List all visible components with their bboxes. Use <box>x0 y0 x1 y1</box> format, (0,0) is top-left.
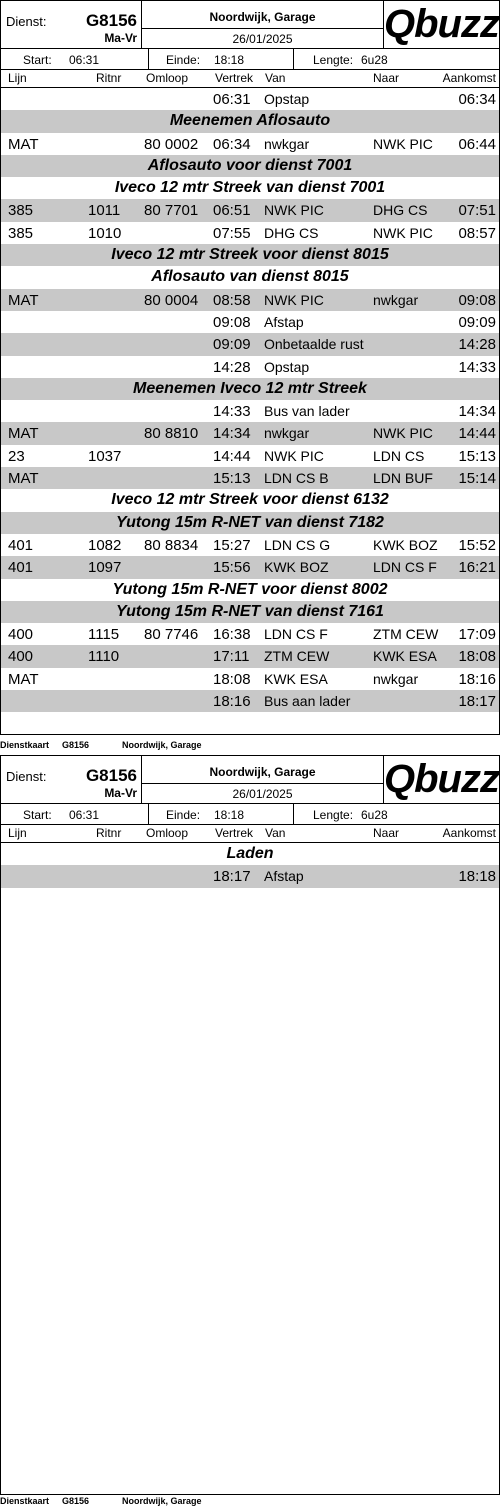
cell-aankomst: 08:57 <box>458 224 496 242</box>
cell-vertrek: 06:51 <box>213 202 251 220</box>
cell-vertrek: 06:34 <box>213 135 251 153</box>
start-label: Start: <box>23 808 52 822</box>
service-date: 26/01/2025 <box>232 32 293 46</box>
cell-aankomst: 09:09 <box>458 313 496 331</box>
cell-vertrek: 17:11 <box>213 648 250 666</box>
section-heading: Aflosauto van dienst 8015 <box>151 268 349 286</box>
section-heading: Meenemen Aflosauto <box>1 110 499 132</box>
cell-van: Afstap <box>264 313 304 330</box>
cell-van: LDN CS G <box>264 536 331 553</box>
divider <box>148 804 149 824</box>
cell-van: ZTM CEW <box>264 648 330 665</box>
card-header <box>1 1 499 49</box>
duty-card-page-1 <box>0 0 500 735</box>
cell-naar: nwkgar <box>373 670 419 687</box>
einde-label: Einde: <box>166 808 201 822</box>
lengte-label: Lengte: <box>313 53 354 67</box>
cell-lijn: MAT <box>8 470 39 488</box>
table-row <box>1 645 499 667</box>
cell-vertrek: 07:55 <box>213 224 251 242</box>
cell-lijn: MAT <box>8 670 39 688</box>
cell-lijn: MAT <box>8 135 39 153</box>
cell-vertrek: 09:09 <box>213 336 251 354</box>
table-row <box>1 690 499 712</box>
lengte-label: Lengte: <box>313 808 354 822</box>
dienst-days: Ma-Vr <box>104 786 137 800</box>
footer-location: Noordwijk, Garage <box>122 1496 202 1506</box>
einde-label: Einde: <box>166 53 201 67</box>
dienst-label: Dienst: <box>6 14 47 29</box>
table-row <box>1 865 499 887</box>
col-aankomst: Aankomst <box>442 71 496 85</box>
table-row <box>1 534 499 556</box>
cell-lijn: 400 <box>8 626 34 644</box>
cell-lijn: 385 <box>8 224 34 242</box>
table-row <box>1 222 499 244</box>
cell-omloop: 80 8810 <box>144 425 199 443</box>
cell-naar: DHG CS <box>373 202 428 219</box>
section-heading: Yutong 15m R-NET van dienst 7161 <box>1 601 499 623</box>
col-aankomst: Aankomst <box>442 826 496 840</box>
cell-aankomst: 14:44 <box>458 425 496 443</box>
section-heading: Aflosauto voor dienst 7001 <box>1 155 499 177</box>
cell-omloop: 80 0002 <box>144 135 199 153</box>
table-row <box>1 289 499 311</box>
column-header-row <box>1 825 499 843</box>
cell-vertrek: 16:38 <box>213 626 251 644</box>
cell-ritnr: 1115 <box>88 626 120 644</box>
footer-code: G8156 <box>62 1496 90 1506</box>
cell-omloop: 80 8834 <box>144 536 199 554</box>
cell-omloop: 80 7746 <box>144 626 199 644</box>
cell-naar: KWK BOZ <box>373 536 438 553</box>
dienst-days: Ma-Vr <box>104 31 137 45</box>
table-row <box>1 467 499 489</box>
section-heading: Iveco 12 mtr Streek voor dienst 6132 <box>111 491 389 509</box>
cell-ritnr: 1037 <box>88 447 122 465</box>
cell-vertrek: 14:34 <box>213 425 251 443</box>
section-heading: Yutong 15m R-NET van dienst 7182 <box>1 512 499 534</box>
cell-naar: LDN CS <box>373 447 425 464</box>
cell-van: LDN CS F <box>264 626 328 643</box>
cell-aankomst: 06:44 <box>458 135 496 153</box>
cell-van: Bus van lader <box>264 403 350 420</box>
cell-aankomst: 14:34 <box>458 403 496 421</box>
cell-aankomst: 15:14 <box>458 470 496 488</box>
col-ritnr: Ritnr <box>96 826 122 840</box>
col-lijn: Lijn <box>8 826 27 840</box>
cell-aankomst: 06:34 <box>458 91 496 108</box>
divider <box>142 783 384 784</box>
cell-vertrek: 15:27 <box>213 536 251 554</box>
table-row <box>1 668 499 690</box>
cell-van: LDN CS B <box>264 470 329 487</box>
cell-van: Onbetaalde rust <box>264 336 364 353</box>
cell-ritnr: 1082 <box>88 536 122 554</box>
col-van: Van <box>265 71 286 85</box>
cell-naar: LDN CS F <box>373 559 437 576</box>
cell-lijn: 401 <box>8 559 34 577</box>
duty-card-page-2 <box>0 755 500 1495</box>
cell-vertrek: 06:31 <box>213 91 251 108</box>
footer-location: Noordwijk, Garage <box>122 740 202 750</box>
cell-aankomst: 14:28 <box>458 336 496 354</box>
dienst-label: Dienst: <box>6 769 47 784</box>
cell-naar: ZTM CEW <box>373 626 439 643</box>
section-heading: Yutong 15m R-NET voor dienst 8002 <box>112 580 388 598</box>
cell-vertrek: 09:08 <box>213 313 251 331</box>
cell-ritnr: 1097 <box>88 559 122 577</box>
section-heading: Meenemen Iveco 12 mtr Streek <box>1 378 499 400</box>
section-heading: Iveco 12 mtr Streek voor dienst 8015 <box>1 244 499 266</box>
cell-vertrek: 15:56 <box>213 559 251 577</box>
cell-van: NWK PIC <box>264 447 324 464</box>
schedule-rows <box>1 88 499 712</box>
divider <box>293 804 294 824</box>
col-naar: Naar <box>373 71 400 85</box>
cell-aankomst: 18:16 <box>458 670 496 688</box>
col-naar: Naar <box>373 826 400 840</box>
divider <box>293 49 294 69</box>
cell-vertrek: 14:28 <box>213 358 251 376</box>
schedule-rows <box>1 843 499 888</box>
cell-lijn: 385 <box>8 202 34 220</box>
cell-aankomst: 18:17 <box>458 693 496 711</box>
cell-aankomst: 09:08 <box>458 291 496 309</box>
col-vertrek: Vertrek <box>215 71 254 85</box>
section-heading: Iveco 12 mtr Streek van dienst 7001 <box>114 179 386 197</box>
table-row <box>1 445 499 467</box>
qbuzz-logo: Qbuzz <box>384 2 499 46</box>
cell-van: KWK ESA <box>264 670 328 687</box>
qbuzz-logo: Qbuzz <box>384 757 499 801</box>
lengte-value: 6u28 <box>361 53 388 67</box>
cell-aankomst: 17:09 <box>458 626 496 644</box>
start-label: Start: <box>23 53 52 67</box>
cell-vertrek: 15:13 <box>213 470 251 488</box>
card-header <box>1 756 499 804</box>
cell-naar: NWK PIC <box>373 224 433 241</box>
dienst-code: G8156 <box>85 766 137 785</box>
table-row <box>1 556 499 578</box>
cell-ritnr: 1011 <box>88 202 121 220</box>
cell-vertrek: 18:17 <box>213 868 251 886</box>
table-row <box>1 356 499 378</box>
footer-code: G8156 <box>62 740 90 750</box>
cell-van: nwkgar <box>264 425 310 442</box>
cell-naar: nwkgar <box>373 291 419 308</box>
cell-naar: LDN BUF <box>373 470 433 487</box>
cell-ritnr: 1110 <box>88 648 120 666</box>
divider <box>148 49 149 69</box>
col-ritnr: Ritnr <box>96 71 122 85</box>
service-date: 26/01/2025 <box>232 787 293 801</box>
location-title: Noordwijk, Garage <box>209 765 316 779</box>
start-time: 06:31 <box>69 53 100 67</box>
location-title: Noordwijk, Garage <box>209 10 316 24</box>
table-row <box>1 400 499 422</box>
cell-aankomst: 15:13 <box>458 447 496 465</box>
cell-van: Opstap <box>264 358 310 375</box>
col-omloop: Omloop <box>146 71 189 85</box>
cell-lijn: MAT <box>8 425 39 443</box>
lengte-value: 6u28 <box>361 808 388 822</box>
footer-label: Dienstkaart <box>0 740 50 750</box>
cell-aankomst: 16:21 <box>458 559 496 577</box>
cell-van: Opstap <box>264 91 310 107</box>
col-van: Van <box>265 826 286 840</box>
cell-naar: NWK PIC <box>373 425 433 442</box>
col-omloop: Omloop <box>146 826 189 840</box>
cell-van: nwkgar <box>264 135 310 152</box>
cell-van: DHG CS <box>264 224 319 241</box>
footer-label: Dienstkaart <box>0 1496 50 1506</box>
cell-aankomst: 15:52 <box>458 536 496 554</box>
cell-aankomst: 18:08 <box>458 648 496 666</box>
table-row <box>1 133 499 155</box>
start-time: 06:31 <box>69 808 100 822</box>
cell-vertrek: 18:08 <box>213 670 251 688</box>
col-vertrek: Vertrek <box>215 826 254 840</box>
cell-van: NWK PIC <box>264 202 324 219</box>
info-bar <box>1 49 499 70</box>
table-row <box>1 88 499 110</box>
cell-naar: NWK PIC <box>373 135 433 152</box>
table-row <box>1 311 499 333</box>
cell-vertrek: 08:58 <box>213 291 251 309</box>
cell-aankomst: 07:51 <box>458 202 496 220</box>
table-row <box>1 199 499 221</box>
cell-van: Afstap <box>264 868 304 885</box>
cell-vertrek: 14:33 <box>213 403 251 421</box>
einde-time: 18:18 <box>214 53 245 67</box>
section-heading: Laden <box>226 845 274 862</box>
cell-van: KWK BOZ <box>264 559 329 576</box>
cell-omloop: 80 7701 <box>144 202 199 220</box>
cell-ritnr: 1010 <box>88 224 122 242</box>
divider <box>142 28 384 29</box>
cell-van: Bus aan lader <box>264 693 351 710</box>
cell-lijn: 401 <box>8 536 34 554</box>
cell-lijn: 23 <box>8 447 25 465</box>
col-lijn: Lijn <box>8 71 27 85</box>
cell-lijn: MAT <box>8 291 39 309</box>
cell-vertrek: 18:16 <box>213 693 251 711</box>
cell-lijn: 400 <box>8 648 34 666</box>
cell-vertrek: 14:44 <box>213 447 251 465</box>
cell-van: NWK PIC <box>264 291 324 308</box>
cell-aankomst: 18:18 <box>458 868 496 886</box>
info-bar <box>1 804 499 825</box>
cell-naar: KWK ESA <box>373 648 437 665</box>
einde-time: 18:18 <box>214 808 245 822</box>
dienst-code: G8156 <box>85 11 137 30</box>
column-header-row <box>1 70 499 88</box>
table-row <box>1 333 499 355</box>
cell-omloop: 80 0004 <box>144 291 199 309</box>
cell-aankomst: 14:33 <box>458 358 496 376</box>
table-row <box>1 422 499 444</box>
table-row <box>1 623 499 645</box>
